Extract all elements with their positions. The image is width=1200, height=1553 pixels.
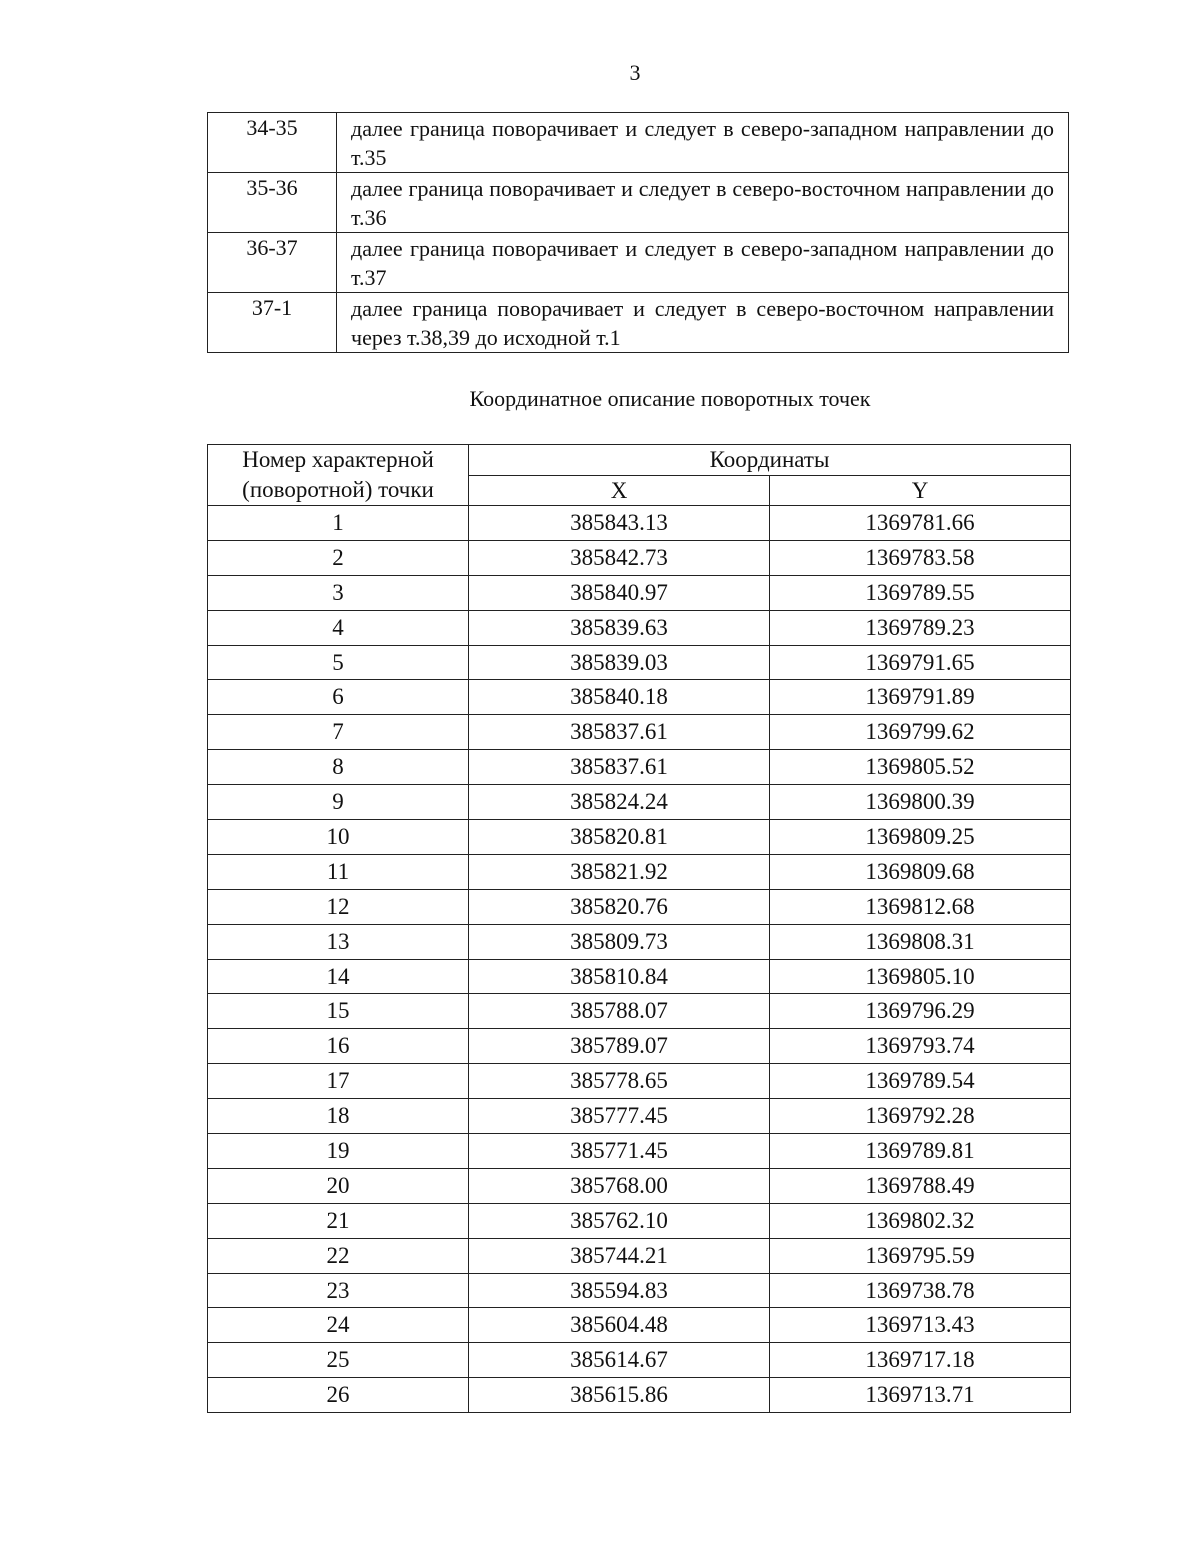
y-coordinate-cell: 1369789.81: [770, 1134, 1071, 1169]
x-coordinate-cell: 385777.45: [469, 1099, 770, 1134]
point-number-cell: 23: [208, 1273, 469, 1308]
y-coordinate-cell: 1369738.78: [770, 1273, 1071, 1308]
table-row: [208, 1378, 1071, 1413]
point-number-cell: 25: [208, 1343, 469, 1378]
y-header: Y: [770, 475, 1071, 506]
x-coordinate-cell: 385788.07: [469, 994, 770, 1029]
table-row: [208, 575, 1071, 610]
x-coordinate-cell: 385604.48: [469, 1308, 770, 1343]
y-coordinate-cell: 1369781.66: [770, 506, 1071, 541]
x-coordinate-cell: 385810.84: [469, 959, 770, 994]
table-row: [208, 1029, 1071, 1064]
segment-label: 37-1: [208, 293, 337, 353]
table-row: [208, 924, 1071, 959]
y-coordinate-cell: 1369805.52: [770, 750, 1071, 785]
point-number-cell: 17: [208, 1064, 469, 1099]
point-number-cell: 6: [208, 680, 469, 715]
x-coordinate-cell: 385821.92: [469, 854, 770, 889]
table-row: [208, 750, 1071, 785]
page-number: 3: [629, 60, 641, 85]
table-row: [208, 959, 1071, 994]
y-coordinate-cell: 1369789.55: [770, 575, 1071, 610]
table-row: [208, 820, 1071, 855]
y-coordinate-cell: 1369812.68: [770, 889, 1071, 924]
point-number-cell: 19: [208, 1134, 469, 1169]
table-row: [208, 715, 1071, 750]
x-coordinate-cell: 385840.18: [469, 680, 770, 715]
x-header: X: [469, 475, 770, 506]
table-row: [208, 1273, 1071, 1308]
x-coordinate-cell: 385768.00: [469, 1168, 770, 1203]
coordinates-table-body: [208, 506, 1071, 1413]
x-coordinate-cell: 385840.97: [469, 575, 770, 610]
x-coordinate-cell: 385839.63: [469, 610, 770, 645]
point-number-cell: 22: [208, 1238, 469, 1273]
boundary-description-body: [208, 113, 1069, 353]
y-coordinate-cell: 1369713.71: [770, 1378, 1071, 1413]
y-coordinate-cell: 1369783.58: [770, 540, 1071, 575]
table-row: [208, 506, 1071, 541]
table-row: [208, 1134, 1071, 1169]
y-coordinate-cell: 1369789.54: [770, 1064, 1071, 1099]
coordinates-table-header: [208, 445, 1071, 506]
x-coordinate-cell: 385594.83: [469, 1273, 770, 1308]
x-coordinate-cell: 385809.73: [469, 924, 770, 959]
section-title: Координатное описание поворотных точек: [469, 386, 871, 411]
segment-label: 34-35: [208, 113, 337, 173]
y-coordinate-cell: 1369795.59: [770, 1238, 1071, 1273]
x-coordinate-cell: 385762.10: [469, 1203, 770, 1238]
boundary-row: [208, 293, 1069, 353]
y-coordinate-cell: 1369802.32: [770, 1203, 1071, 1238]
x-coordinate-cell: 385837.61: [469, 715, 770, 750]
table-row: [208, 889, 1071, 924]
point-number-cell: 1: [208, 506, 469, 541]
point-number-cell: 9: [208, 785, 469, 820]
boundary-row: [208, 113, 1069, 173]
point-number-cell: 24: [208, 1308, 469, 1343]
y-coordinate-cell: 1369793.74: [770, 1029, 1071, 1064]
table-row: [208, 610, 1071, 645]
x-coordinate-cell: 385824.24: [469, 785, 770, 820]
point-number-cell: 5: [208, 645, 469, 680]
table-row: [208, 645, 1071, 680]
boundary-description-table: [207, 112, 1069, 353]
boundary-row: [208, 173, 1069, 233]
x-coordinate-cell: 385843.13: [469, 506, 770, 541]
table-row: [208, 994, 1071, 1029]
x-coordinate-cell: 385615.86: [469, 1378, 770, 1413]
point-number-header: Номер характерной (поворотной) точки: [208, 445, 469, 506]
segment-description: далее граница поворачивает и следует в северо-восточном направлении до т.36: [337, 173, 1069, 233]
point-number-cell: 21: [208, 1203, 469, 1238]
segment-description: далее граница поворачивает и следует в северо-западном направлении до т.37: [337, 233, 1069, 293]
point-number-cell: 2: [208, 540, 469, 575]
y-coordinate-cell: 1369796.29: [770, 994, 1071, 1029]
x-coordinate-cell: 385842.73: [469, 540, 770, 575]
x-coordinate-cell: 385820.76: [469, 889, 770, 924]
table-row: [208, 1343, 1071, 1378]
point-number-cell: 12: [208, 889, 469, 924]
segment-label: 35-36: [208, 173, 337, 233]
point-number-cell: 26: [208, 1378, 469, 1413]
y-coordinate-cell: 1369792.28: [770, 1099, 1071, 1134]
y-coordinate-cell: 1369717.18: [770, 1343, 1071, 1378]
table-row: [208, 1238, 1071, 1273]
segment-label: 36-37: [208, 233, 337, 293]
table-row: [208, 1064, 1071, 1099]
x-coordinate-cell: 385839.03: [469, 645, 770, 680]
y-coordinate-cell: 1369788.49: [770, 1168, 1071, 1203]
coordinates-header: Координаты: [469, 445, 1071, 476]
coordinates-table: [207, 444, 1071, 1413]
x-coordinate-cell: 385789.07: [469, 1029, 770, 1064]
y-coordinate-cell: 1369799.62: [770, 715, 1071, 750]
point-number-cell: 11: [208, 854, 469, 889]
x-coordinate-cell: 385778.65: [469, 1064, 770, 1099]
table-row: [208, 1308, 1071, 1343]
table-row: [208, 680, 1071, 715]
segment-description: далее граница поворачивает и следует в северо-восточном направлении через т.38,39 до исходной т.1: [337, 293, 1069, 353]
x-coordinate-cell: 385820.81: [469, 820, 770, 855]
x-coordinate-cell: 385614.67: [469, 1343, 770, 1378]
table-row: [208, 1168, 1071, 1203]
x-coordinate-cell: 385744.21: [469, 1238, 770, 1273]
segment-description: далее граница поворачивает и следует в северо-западном направлении до т.35: [337, 113, 1069, 173]
table-row: [208, 540, 1071, 575]
y-coordinate-cell: 1369791.89: [770, 680, 1071, 715]
point-number-cell: 8: [208, 750, 469, 785]
point-number-cell: 7: [208, 715, 469, 750]
table-row: [208, 1203, 1071, 1238]
point-number-cell: 14: [208, 959, 469, 994]
table-row: [208, 785, 1071, 820]
point-number-cell: 13: [208, 924, 469, 959]
y-coordinate-cell: 1369789.23: [770, 610, 1071, 645]
y-coordinate-cell: 1369800.39: [770, 785, 1071, 820]
y-coordinate-cell: 1369809.25: [770, 820, 1071, 855]
boundary-row: [208, 233, 1069, 293]
y-coordinate-cell: 1369805.10: [770, 959, 1071, 994]
point-number-cell: 20: [208, 1168, 469, 1203]
y-coordinate-cell: 1369713.43: [770, 1308, 1071, 1343]
point-number-cell: 16: [208, 1029, 469, 1064]
y-coordinate-cell: 1369808.31: [770, 924, 1071, 959]
x-coordinate-cell: 385771.45: [469, 1134, 770, 1169]
point-number-cell: 15: [208, 994, 469, 1029]
table-row: [208, 854, 1071, 889]
y-coordinate-cell: 1369809.68: [770, 854, 1071, 889]
point-number-cell: 4: [208, 610, 469, 645]
point-number-cell: 18: [208, 1099, 469, 1134]
y-coordinate-cell: 1369791.65: [770, 645, 1071, 680]
point-number-cell: 3: [208, 575, 469, 610]
point-number-cell: 10: [208, 820, 469, 855]
table-row: [208, 1099, 1071, 1134]
header-row: [208, 445, 1071, 476]
x-coordinate-cell: 385837.61: [469, 750, 770, 785]
